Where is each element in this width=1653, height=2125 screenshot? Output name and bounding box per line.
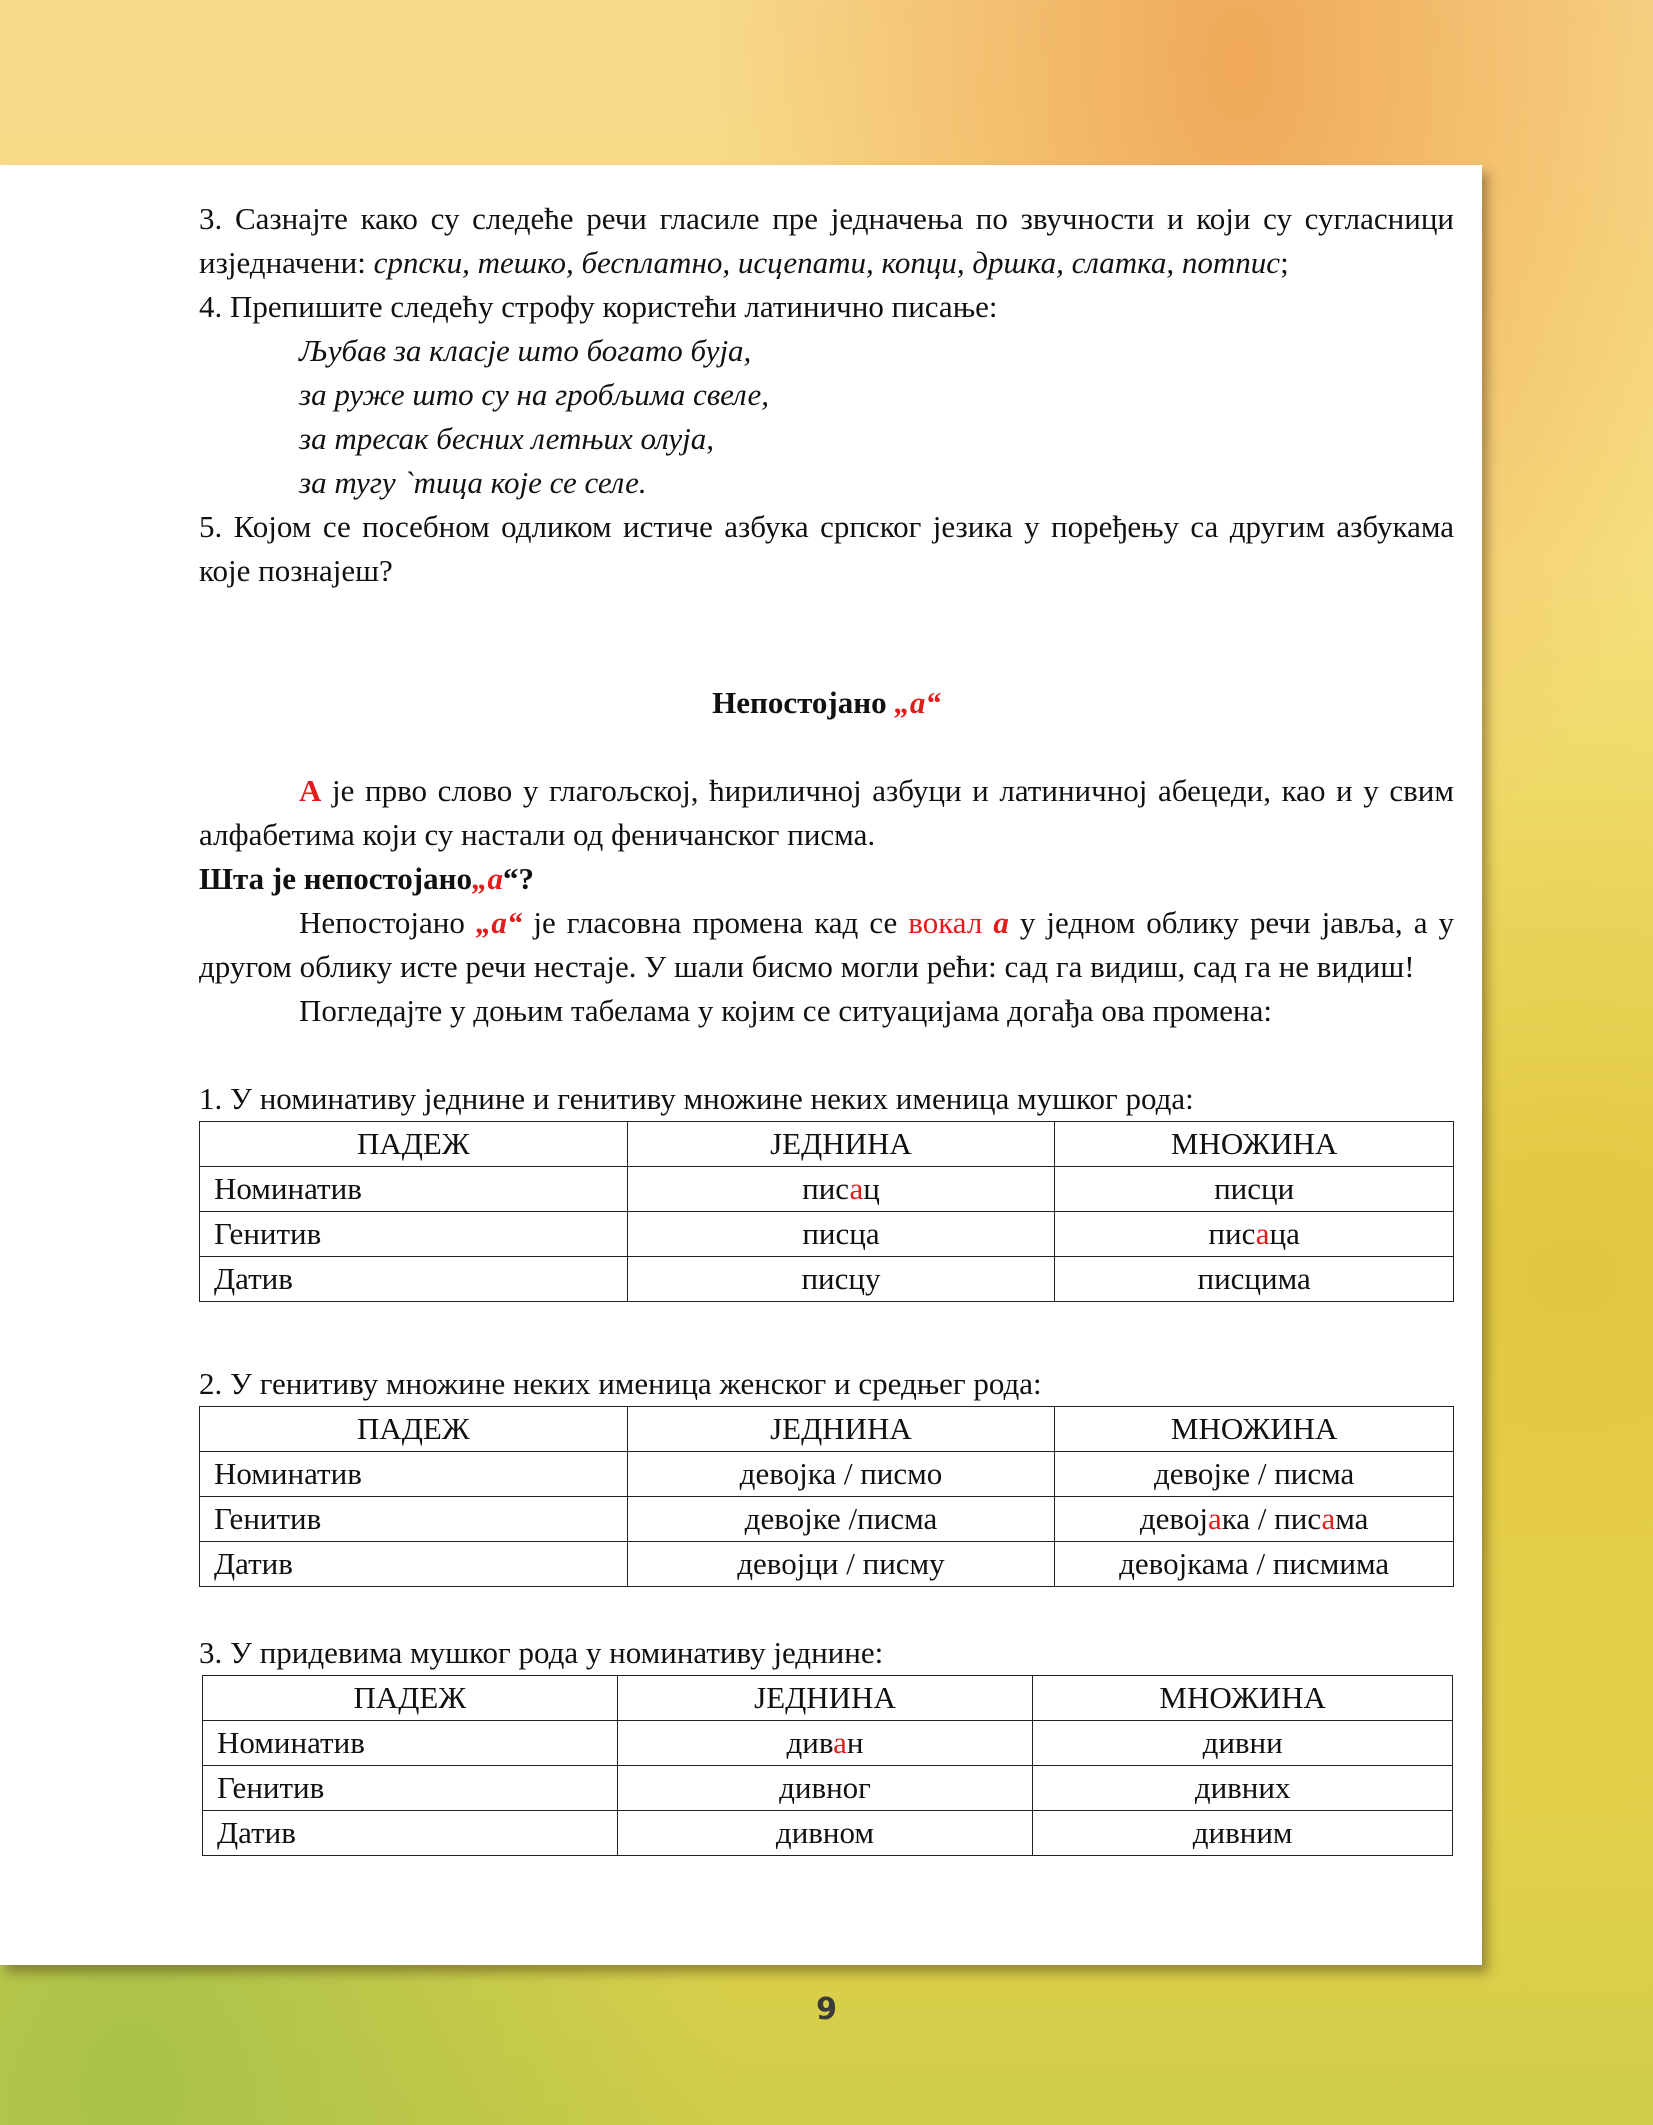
singular-cell: девојци / писму [627, 1542, 1055, 1587]
table-row [203, 1766, 1453, 1811]
case-cell: Номинатив [203, 1721, 618, 1766]
poem-line: за руже што су на гробљима свеле, [299, 377, 769, 412]
case-cell: Генитив [200, 1497, 628, 1542]
section-title [199, 681, 1454, 725]
plural-cell: дивним [1033, 1811, 1453, 1856]
singular-cell: дивног [617, 1766, 1033, 1811]
section-title-text: Непостојано [712, 685, 895, 720]
word-part: див [786, 1725, 834, 1760]
table-row [200, 1167, 1454, 1212]
header-cell: ПАДЕЖ [203, 1676, 618, 1721]
poem-line: за тугу `тица које се селе. [299, 465, 647, 500]
case-cell: Датив [200, 1542, 628, 1587]
header-cell: ЈЕДНИНА [627, 1122, 1055, 1167]
header-cell: ЈЕДНИНА [627, 1407, 1055, 1452]
table-header-row [200, 1122, 1454, 1167]
table-row [200, 1497, 1454, 1542]
exercise-5: 5. Којом се посебном одликом истиче азбука српског језика у поређењу са другим азбукама које познајеш? [199, 509, 1454, 588]
definition-text: Непостојано [299, 905, 476, 940]
definition-paragraph [199, 901, 1454, 989]
exercise-3 [199, 197, 1454, 285]
page-content [199, 197, 1454, 1856]
word-part: пис [802, 1171, 850, 1206]
plural-cell: писци [1055, 1167, 1454, 1212]
exercise-4: 4. Препишите следећу строфу користећи латинично писање: [199, 289, 998, 324]
header-cell: ПАДЕЖ [200, 1122, 628, 1167]
header-cell: МНОЖИНА [1033, 1676, 1453, 1721]
fleeting-a: а [849, 1171, 864, 1206]
declension-table-3 [202, 1675, 1453, 1856]
definition-a: а [993, 905, 1009, 940]
plural-cell [1055, 1212, 1454, 1257]
word-part: ца [1269, 1216, 1300, 1251]
table-header-row [203, 1676, 1453, 1721]
page-number: 9 [816, 1992, 837, 2027]
singular-cell: писца [627, 1212, 1055, 1257]
case-cell: Генитив [200, 1212, 628, 1257]
word-part: н [846, 1725, 864, 1760]
table-caption: 2. У генитиву множине неких именица женског и средњег рода: [199, 1366, 1042, 1401]
word-part: пис [1208, 1216, 1256, 1251]
lookup-paragraph: Погледајте у доњим табелама у којим се ситуацијама догађа ова промена: [299, 993, 1272, 1028]
fleeting-a: а [1207, 1501, 1222, 1536]
word-part: девој [1139, 1501, 1208, 1536]
table-row [200, 1257, 1454, 1302]
poem-line: Љубав за класје што богато буја, [299, 333, 752, 368]
plural-cell [1055, 1497, 1454, 1542]
plural-cell: писцима [1055, 1257, 1454, 1302]
plural-cell: девојкама / писмима [1055, 1542, 1454, 1587]
singular-cell: девојке /писма [627, 1497, 1055, 1542]
singular-cell: писцу [627, 1257, 1055, 1302]
plural-cell: дивни [1033, 1721, 1453, 1766]
question-heading [199, 857, 1454, 901]
exercise-3-end: ; [1280, 245, 1289, 280]
case-cell: Датив [203, 1811, 618, 1856]
definition-text: у једном облику речи јавља, а у другом облику исте речи нестаје. У шали бисмо могли рећи: сад га видиш, сад га не видиш! [199, 905, 1454, 984]
singular-cell: девојка / писмо [627, 1452, 1055, 1497]
header-cell: МНОЖИНА [1055, 1407, 1454, 1452]
case-cell: Номинатив [200, 1167, 628, 1212]
definition-mark: „а“ [475, 905, 523, 940]
poem-line: за тресак бесних летњих олуја, [299, 421, 714, 456]
plural-cell: девојке / писма [1055, 1452, 1454, 1497]
intro-paragraph [199, 769, 1454, 857]
exercise-3-words: српски, тешко, бесплатно, исцепати, копци, дршка, слатка, потпис [373, 245, 1281, 280]
header-cell: ПАДЕЖ [200, 1407, 628, 1452]
fleeting-a: а [833, 1725, 847, 1760]
singular-cell [627, 1167, 1055, 1212]
table-row [200, 1452, 1454, 1497]
word-part: ма [1335, 1501, 1369, 1536]
table-caption: 1. У номинативу једнине и генитиву множине неких именица мушког рода: [199, 1081, 1194, 1116]
section-title-highlight: „а“ [894, 685, 941, 720]
table-row [203, 1811, 1453, 1856]
fleeting-a: а [1255, 1216, 1270, 1251]
fleeting-a: а [1321, 1501, 1336, 1536]
header-cell: МНОЖИНА [1055, 1122, 1454, 1167]
word-part: ка / пис [1221, 1501, 1322, 1536]
case-cell: Датив [200, 1257, 628, 1302]
word-part: ц [863, 1171, 880, 1206]
singular-cell: дивном [617, 1811, 1033, 1856]
table-caption: 3. У придевима мушког рода у номинативу једнине: [199, 1635, 884, 1670]
table-row [200, 1212, 1454, 1257]
definition-text: је гласовна промена кад се [522, 905, 909, 940]
case-cell: Номинатив [200, 1452, 628, 1497]
header-cell: ЈЕДНИНА [617, 1676, 1033, 1721]
intro-letter: А [299, 773, 322, 808]
intro-text: је прво слово у глагољској, ћириличној азбуци и латиничној абецеди, као и у свим алфабетима који су настали од феничанског писма. [199, 773, 1454, 852]
table-row [200, 1542, 1454, 1587]
case-cell: Генитив [203, 1766, 618, 1811]
declension-table-2 [199, 1406, 1454, 1587]
table-header-row [200, 1407, 1454, 1452]
question-highlight: „а [471, 861, 503, 896]
plural-cell: дивних [1033, 1766, 1453, 1811]
singular-cell [617, 1721, 1033, 1766]
declension-table-1 [199, 1121, 1454, 1302]
question-text: Шта је непостојано [199, 861, 472, 896]
table-row [203, 1721, 1453, 1766]
definition-vokal: вокал [908, 905, 994, 940]
exercise-3-lead: 3. Сазнајте како су следеће речи гласиле пре једначења по звучности и који су сугласници изједначени: [199, 201, 1454, 280]
question-end: “? [502, 861, 534, 896]
